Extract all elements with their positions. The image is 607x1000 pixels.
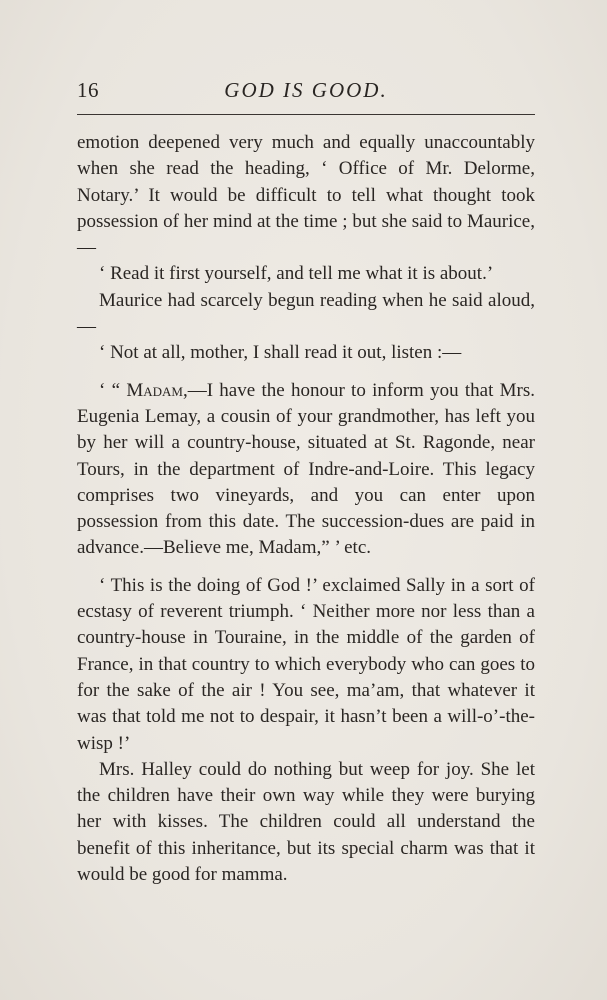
paragraph-2: ‘ Read it first yourself, and tell me what it is about.’ [99, 263, 494, 285]
letter-salutation: Madam [126, 379, 183, 401]
letter-open-quotes: ‘ “ [99, 379, 121, 401]
page-header [77, 78, 535, 108]
body-text [77, 130, 535, 888]
letter-body: Mrs. Eugenia Lemay, a cousin of your grandmother, has left you by her will a country-house, situated at St. Ragonde, near Tours, in the department of Indre-and-Loire. This legacy comprises two vineyards, and you can enter upon possession from this date. The succession-dues are paid in advance.—Believe me, Madam,” ’ etc. [77, 379, 536, 559]
paragraph-4: ‘ Not at all, mother, I shall read it out, listen :— [99, 342, 462, 364]
header-rule [77, 114, 535, 115]
paragraph-6: ‘ This is the doing of God !’ exclaimed Sally in a sort of ecstasy of reverent triumph. ‘ Neither more nor less than a country-house in Touraine, in the middle of the garden of France, in that country to which everybody who can goes to for the sake of the air ! You see, ma’am, that whatever it was that told me not to despair, it hasn’t been a will-o’-the-wisp !’ [77, 574, 535, 754]
paragraph-7: Mrs. Halley could do nothing but weep for joy. She let the children have their own way while they were burying her with kisses. The children could all understand the benefit of this inheritance, but its special charm was that it would be good for mamma. [77, 758, 535, 886]
page-number: 16 [77, 78, 99, 102]
running-title: GOD IS GOOD. [224, 78, 388, 102]
letter-salutation-rest: ,—I have the honour to inform you that [182, 379, 494, 401]
letter-paragraph [77, 378, 535, 562]
paragraph-1: emotion deepened very much and equally unaccountably when she read the heading, ‘ Office of Mr. Delorme, Notary.’ It would be difficult to tell what thought took possession of her mind at the time ; but she said to Maurice,— [77, 132, 535, 259]
paragraph-3: Maurice had scarcely begun reading when he said aloud,— [77, 289, 535, 338]
